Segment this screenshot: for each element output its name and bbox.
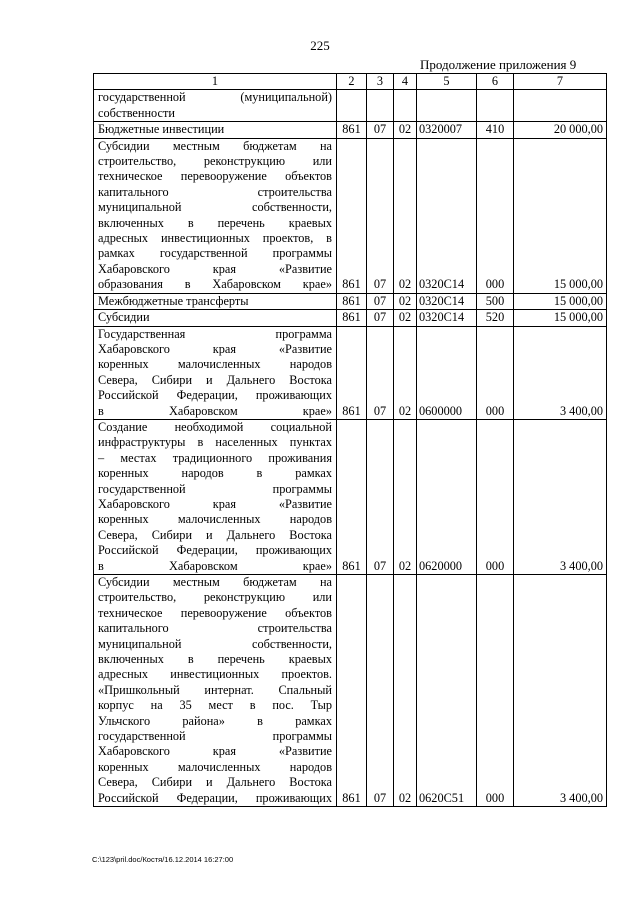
description-line: включенных в перечень краевых	[98, 652, 332, 667]
table-body	[94, 90, 607, 807]
description-line: Хабаровского края «Развитие	[98, 341, 332, 356]
column-header-5: 5	[417, 74, 477, 90]
row-description	[94, 293, 337, 309]
code-expense-type: 000	[477, 575, 514, 807]
row-description	[94, 122, 337, 138]
description-line: государственной программы	[98, 729, 332, 744]
table-row	[94, 90, 607, 122]
code-section: 07	[367, 122, 394, 138]
description-line: Субсидии местным бюджетам на	[98, 575, 332, 589]
description-line: Создание необходимой социальной	[98, 419, 332, 434]
page-number: 225	[310, 38, 330, 53]
code-subsection: 02	[394, 326, 417, 419]
description-line: адресных инвестиционных проектов.	[98, 667, 332, 682]
description-line: Севера, Сибири и Дальнего Востока	[98, 527, 332, 542]
code-expense-type: 000	[477, 138, 514, 293]
description-line: муниципальной собственности,	[98, 200, 332, 215]
column-header-3: 3	[367, 74, 394, 90]
code-target-article	[417, 90, 477, 122]
description-line: строительство, реконструкцию или	[98, 154, 332, 169]
description-line: образования в Хабаровском крае»	[98, 277, 332, 292]
amount: 3 400,00	[514, 326, 607, 419]
row-description	[94, 138, 337, 293]
description-line: Межбюджетные трансферты	[98, 293, 249, 308]
code-target-article: 0620000	[417, 419, 477, 574]
code-admin: 861	[337, 293, 367, 309]
amount: 15 000,00	[514, 310, 607, 326]
amount: 20 000,00	[514, 122, 607, 138]
code-admin: 861	[337, 122, 367, 138]
description-line: коренных народов в рамках	[98, 466, 332, 481]
description-line: Хабаровского края «Развитие	[98, 261, 332, 276]
appendix-note: Продолжение приложения 9	[420, 57, 577, 72]
code-admin	[337, 90, 367, 122]
column-header-4: 4	[394, 74, 417, 90]
description-line: рамках государственной программы	[98, 246, 332, 261]
budget-table	[93, 73, 607, 807]
table-row	[94, 122, 607, 138]
description-line: государственной (муниципальной)	[98, 90, 332, 105]
table-row	[94, 575, 607, 807]
code-target-article: 0320007	[417, 122, 477, 138]
code-expense-type: 500	[477, 293, 514, 309]
row-description	[94, 326, 337, 419]
description-line: Хабаровского края «Развитие	[98, 496, 332, 511]
column-header-2: 2	[337, 74, 367, 90]
code-subsection: 02	[394, 575, 417, 807]
code-expense-type: 520	[477, 310, 514, 326]
code-admin: 861	[337, 419, 367, 574]
column-header-1: 1	[94, 74, 337, 90]
code-section: 07	[367, 310, 394, 326]
code-section	[367, 90, 394, 122]
amount: 15 000,00	[514, 293, 607, 309]
amount	[514, 90, 607, 122]
amount: 15 000,00	[514, 138, 607, 293]
code-expense-type	[477, 90, 514, 122]
description-line: собственности	[98, 105, 175, 120]
description-line: капитального строительства	[98, 184, 332, 199]
description-line: коренных малочисленных народов	[98, 759, 332, 774]
code-subsection: 02	[394, 122, 417, 138]
description-line: муниципальной собственности,	[98, 636, 332, 651]
code-section: 07	[367, 293, 394, 309]
table-row	[94, 419, 607, 574]
table-row	[94, 293, 607, 309]
description-line: «Пришкольный интернат. Спальный	[98, 682, 332, 697]
table-row	[94, 326, 607, 419]
column-header-6: 6	[477, 74, 514, 90]
code-subsection: 02	[394, 293, 417, 309]
description-line: техническое перевооружение объектов	[98, 169, 332, 184]
code-subsection: 02	[394, 419, 417, 574]
code-target-article: 0320С14	[417, 293, 477, 309]
row-description	[94, 419, 337, 574]
code-admin: 861	[337, 575, 367, 807]
code-target-article: 0320С14	[417, 138, 477, 293]
code-subsection: 02	[394, 138, 417, 293]
code-section: 07	[367, 575, 394, 807]
description-line: инфраструктуры в населенных пунктах	[98, 435, 332, 450]
code-target-article: 0620С51	[417, 575, 477, 807]
code-admin: 861	[337, 326, 367, 419]
code-section: 07	[367, 326, 394, 419]
footer-file-path: C:\123\pril.doc/Костя/16.12.2014 16:27:00	[92, 855, 234, 864]
description-line: Российской Федерации, проживающих	[98, 790, 332, 805]
description-line: Субсидии местным бюджетам на	[98, 138, 332, 153]
description-line: строительство, реконструкцию или	[98, 590, 332, 605]
description-line: Севера, Сибири и Дальнего Востока	[98, 775, 332, 790]
description-line: – местах традиционного проживания	[98, 450, 332, 465]
description-line: в Хабаровском крае»	[98, 403, 332, 418]
description-line: Российской Федерации, проживающих	[98, 388, 332, 403]
description-line: корпус на 35 мест в пос. Тыр	[98, 698, 332, 713]
description-line: Субсидии	[98, 310, 150, 325]
column-header-7: 7	[514, 74, 607, 90]
code-subsection: 02	[394, 310, 417, 326]
code-admin: 861	[337, 310, 367, 326]
description-line: в Хабаровском крае»	[98, 558, 332, 573]
code-target-article: 0600000	[417, 326, 477, 419]
description-line: Хабаровского края «Развитие	[98, 744, 332, 759]
description-line: Государственная программа	[98, 326, 332, 341]
amount: 3 400,00	[514, 419, 607, 574]
row-description	[94, 310, 337, 326]
row-description	[94, 575, 337, 807]
code-expense-type: 410	[477, 122, 514, 138]
description-line: Бюджетные инвестиции	[98, 122, 225, 137]
amount: 3 400,00	[514, 575, 607, 807]
description-line: включенных в перечень краевых	[98, 215, 332, 230]
code-expense-type: 000	[477, 326, 514, 419]
description-line: Севера, Сибири и Дальнего Востока	[98, 372, 332, 387]
description-line: капитального строительства	[98, 621, 332, 636]
description-line: государственной программы	[98, 481, 332, 496]
code-subsection	[394, 90, 417, 122]
code-target-article: 0320С14	[417, 310, 477, 326]
table-row	[94, 310, 607, 326]
description-line: техническое перевооружение объектов	[98, 605, 332, 620]
description-line: адресных инвестиционных проектов, в	[98, 231, 332, 246]
table-header-row	[94, 74, 607, 90]
code-section: 07	[367, 419, 394, 574]
code-expense-type: 000	[477, 419, 514, 574]
description-line: Российской Федерации, проживающих	[98, 543, 332, 558]
description-line: коренных малочисленных народов	[98, 357, 332, 372]
table-row	[94, 138, 607, 293]
description-line: Ульчского района» в рамках	[98, 713, 332, 728]
row-description	[94, 90, 337, 122]
code-admin: 861	[337, 138, 367, 293]
code-section: 07	[367, 138, 394, 293]
description-line: коренных малочисленных народов	[98, 512, 332, 527]
